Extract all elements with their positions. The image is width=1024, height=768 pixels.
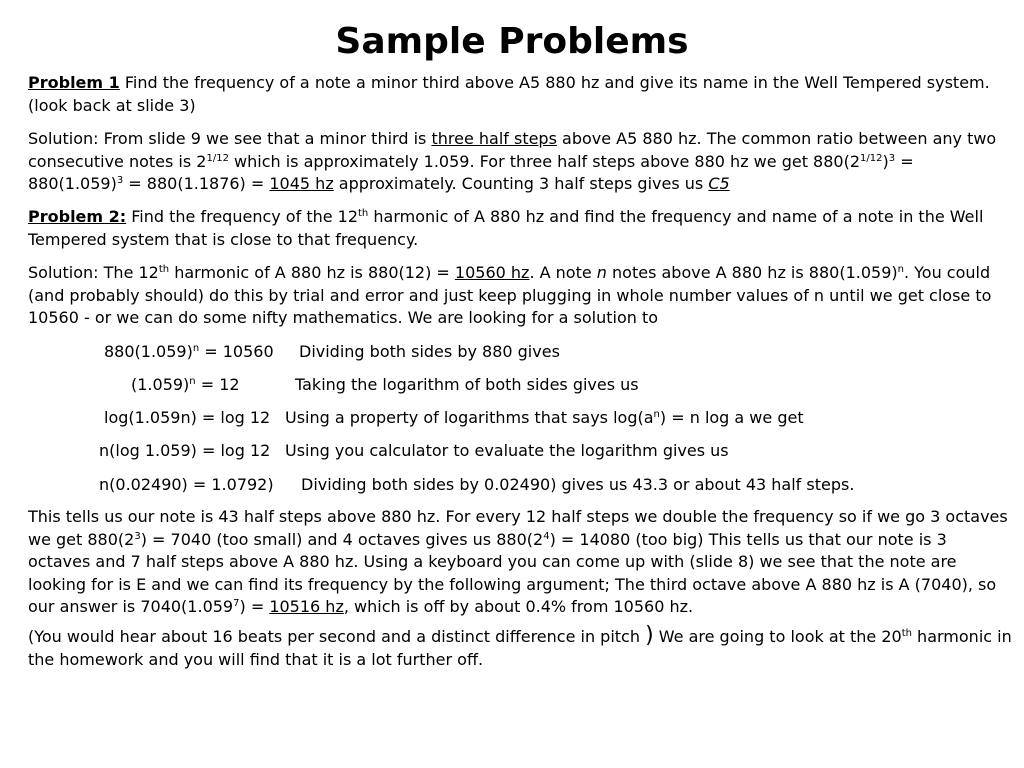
superscript: 1/12	[860, 152, 883, 164]
superscript: n	[189, 376, 196, 387]
text-run: (You would hear about 16 beats per second and a distinct difference in pitch	[28, 627, 646, 646]
text-run: which is approximately 1.059. For three half steps above 880 hz we get 880(2	[228, 151, 861, 171]
final-note	[28, 623, 1012, 671]
large-paren: )	[645, 623, 654, 648]
text-run: = 10560	[199, 342, 274, 361]
text-run: harmonic of A 880 hz is 880(12) =	[169, 263, 455, 282]
conclusion-paragraph	[28, 506, 1012, 619]
text-run: Using a property of logarithms that says log(a	[285, 408, 654, 427]
text-run: = 12	[195, 375, 240, 394]
superscript: 4	[543, 530, 550, 542]
text-run: ) = 7040 (too small) and 4 octaves gives us 880(2	[140, 529, 544, 549]
problem-2-label: Problem 2:	[28, 207, 127, 226]
text-run: approximately. Counting 3 half steps gives us	[333, 174, 709, 193]
underlined-answer-10516: 10516 hz	[269, 597, 344, 616]
superscript: th	[901, 628, 912, 639]
solution-2	[28, 262, 1012, 330]
text-run: harmonic in the homework and you will find that it is a lot further off.	[28, 627, 1012, 669]
superscript: 3	[116, 175, 124, 186]
superscript: n	[653, 409, 660, 420]
problem-1-label: Problem 1	[28, 73, 120, 92]
solution-1	[28, 128, 1012, 196]
text-run: notes above A 880 hz is 880(1.059)	[606, 263, 898, 282]
page-title: Sample Problems	[335, 21, 689, 62]
text-run: ) = 14080 (too big) This tells us that our note is 3 octaves and 7 half steps above A 880 hz. Using a keyboard you can come up with (slide 8) we see that the note are looking for is E and we can find its frequency by the following argument; The third octave above A 880 hz is A (7040), so our answer is 7040(1.059	[28, 529, 997, 616]
text-run: (1.059)	[131, 375, 190, 394]
step-4-equation: n(log 1.059) = log 12	[99, 441, 271, 460]
text-run: This tells us our note is 43 half steps above 880 hz. For every 12 half steps we double the frequency so if we go 3 octaves we get 880(2	[28, 507, 1008, 549]
superscript: 3	[888, 152, 896, 164]
italic-n: n	[596, 263, 607, 282]
text-run: We are going to look at the 20	[653, 627, 902, 646]
text-run: Solution: The 12	[28, 263, 159, 282]
step-3-note	[285, 407, 804, 429]
superscript: th	[358, 208, 369, 219]
underlined-three-half-steps: three half steps	[431, 129, 557, 148]
underlined-answer-10560: 10560 hz	[454, 263, 530, 282]
problem-1-statement	[28, 72, 1012, 117]
step-1-note: Dividing both sides by 880 gives	[299, 342, 560, 361]
text-run: above A5 880 hz. The common ratio between any two consecutive notes is 2	[28, 129, 997, 171]
step-5-equation: n(0.02490) = 1.0792)	[99, 475, 274, 494]
text-run: 880(1.059)	[104, 342, 193, 361]
text-run: , which is off by about 0.4% from 10560 hz.	[343, 597, 694, 616]
text-run: harmonic of A 880 hz and find the frequency and name of a note in the Well Tempered system that is close to that frequency.	[28, 207, 984, 249]
superscript: 3	[134, 530, 141, 542]
superscript: 1/12	[206, 152, 229, 164]
problem-2-statement	[28, 206, 1012, 251]
text-run: ) = n log a we get	[659, 408, 804, 427]
step-2-equation	[131, 374, 240, 396]
superscript: th	[158, 264, 170, 275]
step-1-equation	[104, 341, 274, 363]
superscript: n	[897, 264, 904, 275]
step-4-note: Using you calculator to evaluate the logarithm gives us	[285, 441, 729, 460]
underlined-answer-1045: 1045 hz	[269, 174, 334, 193]
text-run: . A note	[529, 263, 597, 282]
text-run: Find the frequency of the 12	[126, 207, 359, 226]
superscript: 7	[233, 598, 240, 609]
text-run: Solution: From slide 9 we see that a minor third is	[28, 129, 432, 148]
text-run: = 880(1.059)	[28, 151, 914, 193]
text-run: ) =	[239, 597, 270, 616]
step-5-note: Dividing both sides by 0.02490) gives us 43.3 or about 43 half steps.	[301, 475, 855, 494]
step-3-equation: log(1.059n) = log 12	[104, 408, 271, 427]
problem-1-text: Find the frequency of a note a minor third above A5 880 hz and give its name in the Well Tempered system. (look back at slide 3)	[28, 73, 990, 115]
underlined-answer-c5: C5	[708, 174, 730, 193]
superscript: n	[192, 343, 200, 354]
text-run: )	[882, 151, 889, 171]
text-run: . You could (and probably should) do this by trial and error and just keep plugging in whole number values of n until we get close to 10560 - or we can do some nifty mathematics. We are looking for a solution to	[28, 263, 992, 327]
step-2-note: Taking the logarithm of both sides gives us	[295, 375, 639, 394]
text-run: = 880(1.1876) =	[123, 174, 270, 193]
